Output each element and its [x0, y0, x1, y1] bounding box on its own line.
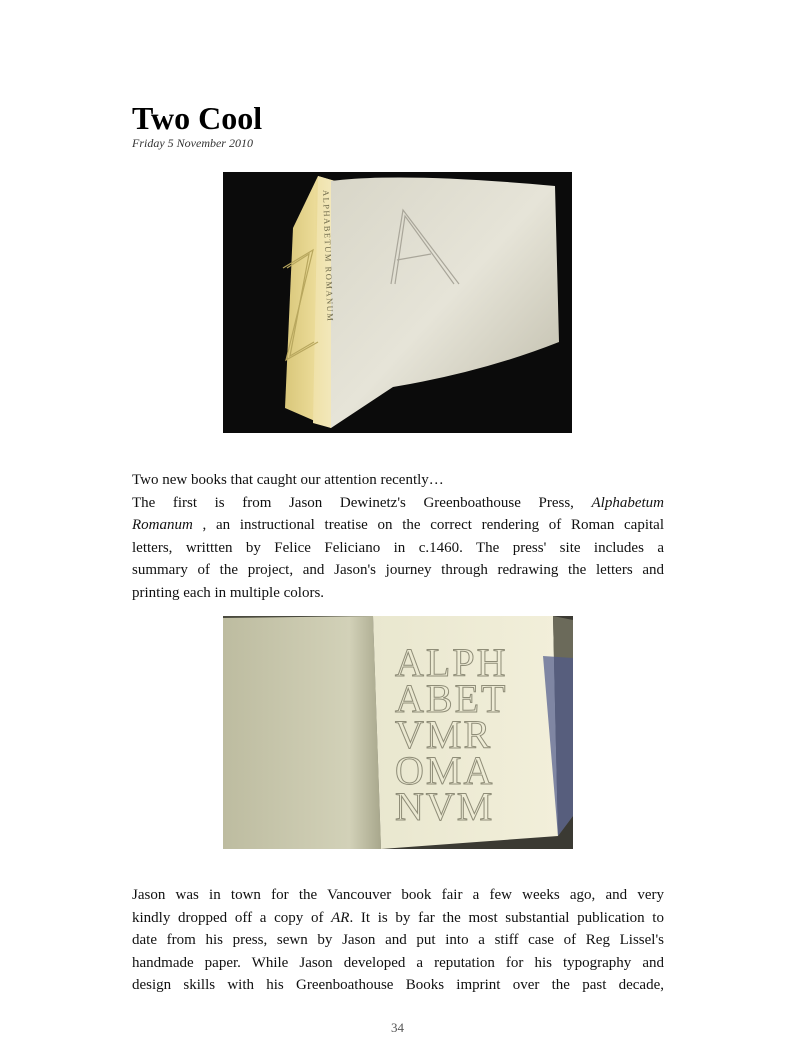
spread-letters: ALPH — [395, 640, 508, 685]
book-spread-photo — [223, 616, 573, 849]
body-line: handmade paper. While Jason developed a reputation for his typography and — [132, 954, 664, 971]
book-abbr: AR — [331, 909, 350, 926]
book-cover-photo — [223, 172, 572, 433]
intro-text: The first is from Jason Dewinetz's Greenboathouse Press, — [132, 494, 574, 511]
body-line: date from his press, sewn by Jason and put into a stiff case of Reg Lissel's — [132, 932, 664, 948]
post-date: Friday 5 November 2010 — [132, 136, 253, 150]
intro-line: printing each in multiple colors. — [132, 584, 325, 601]
spread-letters: VMR — [395, 712, 493, 757]
body-line: Jason was in town for the Vancouver book fair a few weeks ago, and very — [132, 887, 664, 903]
intro-line — [132, 514, 664, 537]
book-title-link-cont[interactable]: Romanum — [132, 517, 193, 533]
intro-line: summary of the project, and Jason's journey through redrawing the letters and — [132, 562, 664, 578]
intro-text: , an instructional treatise on the correct rendering of Roman capital — [202, 517, 664, 533]
spread-letters: OMA — [395, 748, 495, 793]
spread-letters: ABET — [395, 676, 508, 721]
body-paragraph — [132, 884, 664, 997]
spine-title: ALPHABETUM ROMANUM — [321, 189, 336, 323]
intro-line: Two new books that caught our attention recently… — [132, 472, 444, 488]
body-line: design skills with his Greenboathouse Books imprint over the past decade, — [132, 977, 664, 993]
intro-paragraph — [132, 469, 664, 604]
body-text: kindly dropped off a copy of — [132, 909, 324, 926]
intro-line: letters, writtten by Felice Feliciano in c.1460. The press' site includes a — [132, 539, 664, 556]
intro-line — [132, 492, 664, 515]
spread-letters: NVM — [395, 784, 495, 829]
post-title: Two Cool — [132, 100, 263, 136]
book-title-link[interactable]: Alphabetum — [591, 494, 664, 511]
page-number: 34 — [391, 1020, 404, 1035]
body-line — [132, 907, 664, 930]
body-text: . It is by far the most substantial publication to — [349, 909, 664, 926]
